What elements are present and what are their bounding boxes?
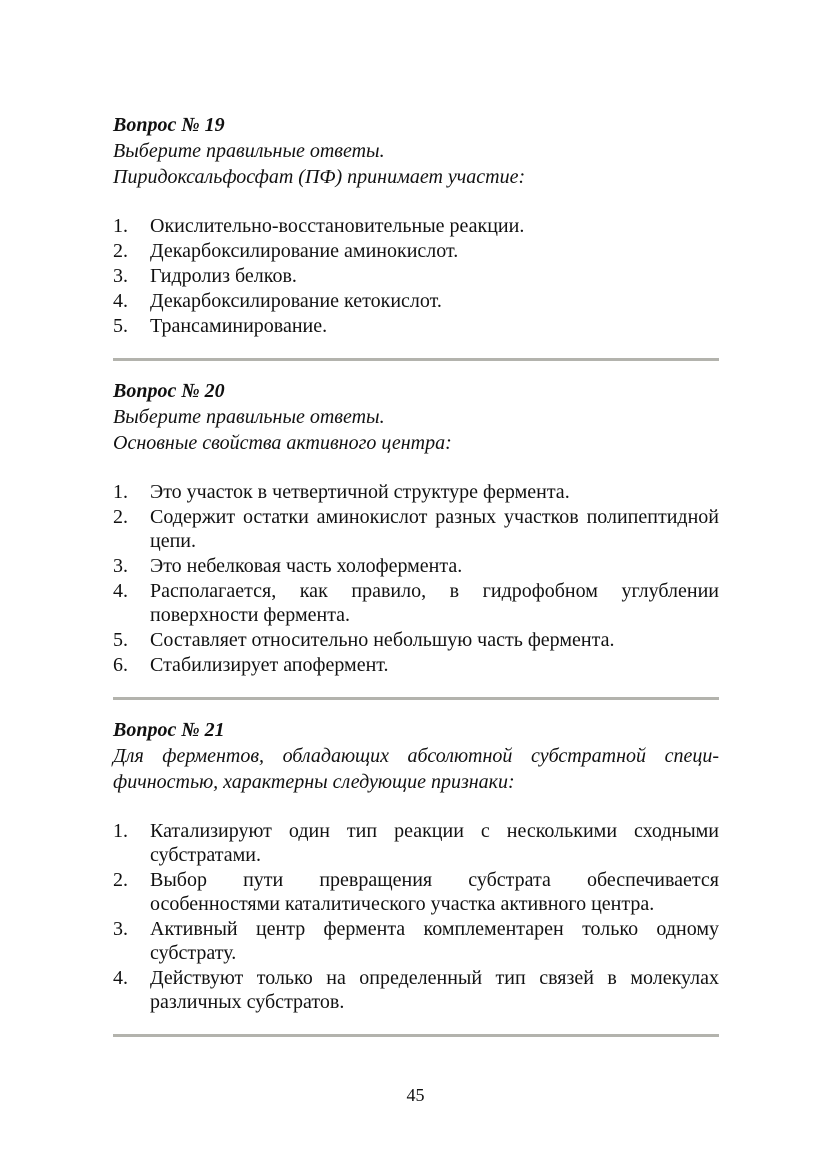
option-text: Катализируют один тип реакции с несколькими сходными субстратами. [150,820,719,866]
option-number: 5. [113,629,128,651]
option-number: 2. [113,869,128,891]
question-21 [113,717,719,1037]
option-number: 6. [113,654,128,676]
option-text: Выбор пути превращения субстрата обеспечивается особенностями каталитического участка активного центра. [150,869,719,915]
question-19 [113,112,719,361]
answer-option [113,554,719,578]
question-title: Вопрос № 20 [113,380,225,402]
question-prompt: Пиридоксальфосфат (ПФ) принимает участие: [113,166,526,188]
option-text: Декарбоксилирование аминокислот. [150,240,459,262]
question-instruction: Выберите правильные ответы. [113,140,385,162]
question-prompt: Для ферментов, обладающих абсолютной субстратной специ- [113,745,719,767]
option-number: 2. [113,240,128,262]
section-divider [113,358,719,361]
option-text: Действуют только на определенный тип связей в молекулах различных субстратов. [150,967,719,1013]
option-text: Это участок в четвертичной структуре фермента. [150,481,570,503]
answer-option [113,966,719,1014]
option-number: 4. [113,290,128,312]
option-number: 3. [113,265,128,287]
option-text: Это небелковая часть холофермента. [150,555,463,577]
section-divider [113,1034,719,1037]
question-title: Вопрос № 19 [113,114,225,136]
option-text: Декарбоксилирование кетокислот. [150,290,442,312]
option-text: Трансаминирование. [150,315,328,337]
answer-options [113,480,719,677]
answer-option [113,289,719,313]
option-text: Содержит остатки аминокислот разных участков полипептидной цепи. [150,506,719,552]
option-text: Активный центр фермента комплементарен только одному субстрату. [150,918,719,964]
answer-option [113,628,719,652]
answer-option [113,239,719,263]
option-number: 1. [113,215,128,237]
answer-option [113,653,719,677]
option-text: Стабилизирует апофермент. [150,654,389,676]
option-text: Гидролиз белков. [150,265,297,287]
answer-options [113,214,719,338]
answer-option [113,505,719,553]
answer-option [113,314,719,338]
question-prompt: Основные свойства активного центра: [113,432,452,454]
option-number: 3. [113,555,128,577]
section-divider [113,697,719,700]
answer-option [113,214,719,238]
answer-option [113,480,719,504]
question-prompt: фичностью, характерны следующие признаки: [113,771,515,793]
option-number: 5. [113,315,128,337]
option-text: Располагается, как правило, в гидрофобном углублении поверхности фермента. [150,580,719,626]
option-number: 3. [113,918,128,940]
option-text: Окислительно-восстановительные реакции. [150,215,525,237]
answer-option [113,917,719,965]
answer-option [113,579,719,627]
question-title: Вопрос № 21 [113,719,225,741]
option-text: Составляет относительно небольшую часть фермента. [150,629,615,651]
option-number: 2. [113,506,128,528]
document-page [113,112,719,1037]
question-20 [113,378,719,700]
option-number: 4. [113,580,128,602]
question-instruction: Выберите правильные ответы. [113,406,385,428]
option-number: 1. [113,481,128,503]
answer-option [113,264,719,288]
option-number: 4. [113,967,128,989]
answer-option [113,819,719,867]
answer-options [113,819,719,1014]
option-number: 1. [113,820,128,842]
page-number: 45 [406,1085,425,1105]
answer-option [113,868,719,916]
